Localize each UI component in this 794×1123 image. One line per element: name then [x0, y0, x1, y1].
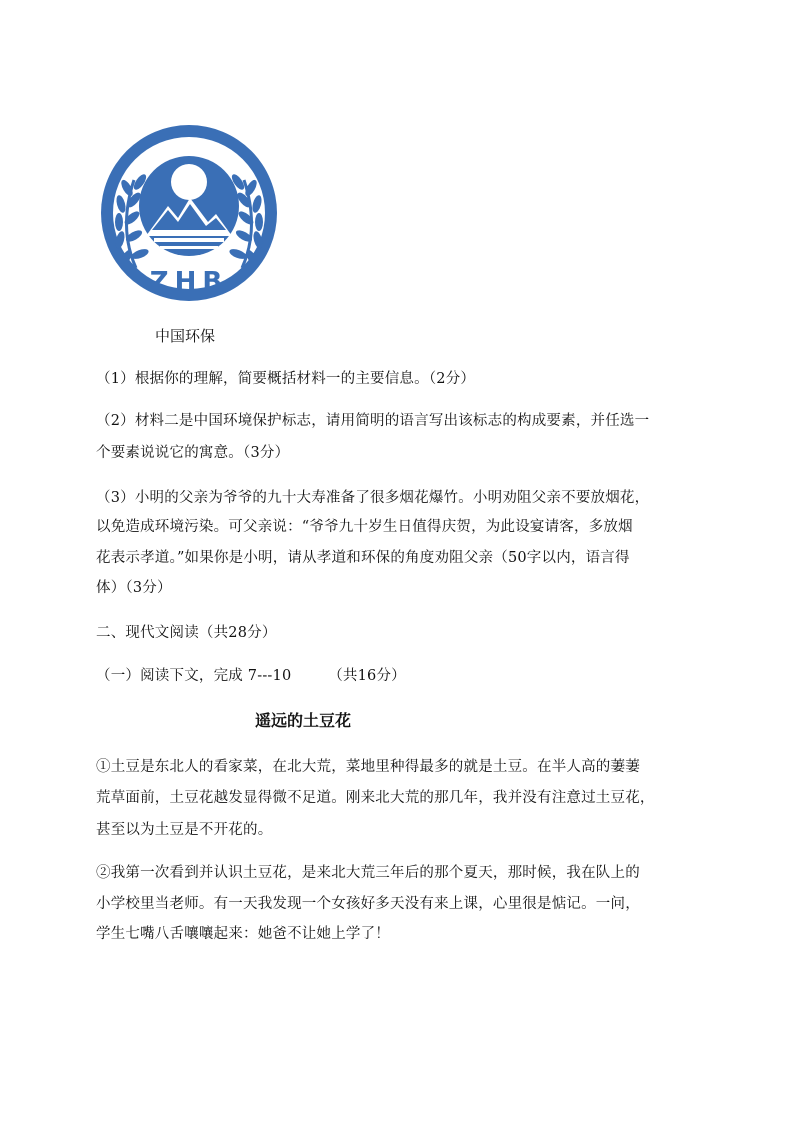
question-1: （1）根据你的理解，简要概括材料一的主要信息。（2分） — [96, 371, 476, 387]
question-2-line-1: （2）材料二是中国环境保护标志，请用简明的语言写出该标志的构成要素，并任选一 — [96, 413, 650, 429]
question-3-line-2: 以免造成环境污染。可父亲说：“爷爷九十岁生日值得庆贺，为此设宴请客，多放烟 — [96, 519, 633, 535]
paragraph-2-line-1: ②我第一次看到并认识土豆花，是来北大荒三年后的那个夏天，那时候，我在队上的 — [96, 865, 640, 881]
question-3-line-1: （3）小明的父亲为爷爷的九十大寿准备了很多烟花爆竹。小明劝阻父亲不要放烟花， — [96, 490, 650, 506]
environmental-protection-logo — [96, 118, 282, 308]
paragraph-2-line-3: 学生七嘴八舌嚷嚷起来：她爸不让她上学了！ — [96, 926, 390, 942]
section-heading: 二、现代文阅读（共28分） — [96, 625, 277, 641]
logo-text: ZHB — [149, 267, 229, 297]
article-title: 遥远的土豆花 — [255, 711, 352, 730]
question-2-line-2: 个要素说说它的寓意。（3分） — [96, 445, 290, 461]
logo-caption: 中国环保 — [155, 327, 216, 345]
question-3-line-3: 花表示孝道。”如果你是小明，请从孝道和环保的角度劝阻父亲（50字以内，语言得 — [96, 550, 630, 566]
question-3-line-4: 体）（3分） — [96, 580, 172, 596]
paragraph-1-line-2: 荒草面前，土豆花越发显得微不足道。刚来北大荒的那几年，我并没有注意过土豆花， — [96, 790, 655, 806]
paragraph-2-line-2: 小学校里当老师。有一天我发现一个女孩好多天没有来上课，心里很是惦记。一问， — [96, 896, 640, 912]
section-subheading: （一）阅读下文，完成 7---10 （共16分） — [96, 668, 406, 684]
paragraph-1-line-1: ①土豆是东北人的看家菜，在北大荒，菜地里种得最多的就是土豆。在半人高的萋萋 — [96, 759, 640, 775]
sun-mountain-water-emblem — [139, 156, 239, 256]
paragraph-1-line-3: 甚至以为土豆是不开花的。 — [96, 822, 273, 838]
